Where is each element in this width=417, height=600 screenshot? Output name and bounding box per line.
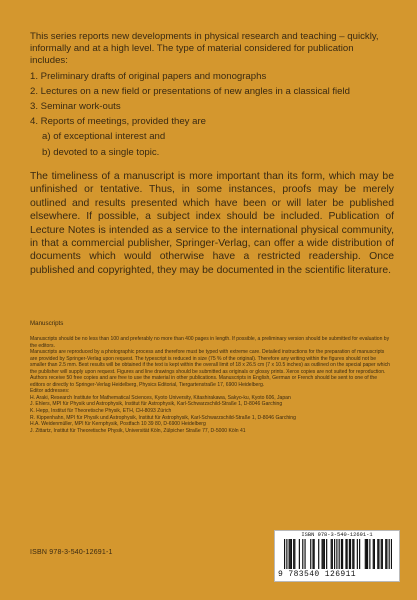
barcode-bar xyxy=(310,539,311,569)
editor-addresses-label: Editor addresses: xyxy=(30,388,70,395)
editor-address: H. Araki, Research Institute for Mathematical Sciences, Kyoto University, Kitashirakawa, Sakyo-ku, Kyoto 606, Japan xyxy=(30,394,291,401)
timeliness-paragraph: The timeliness of a manuscript is more important than its form, which may be unfinished or tentative. Thus, in some instances, proofs may be merely outlined and results presented which have been or will later be published elsewhere. If possible, a subject index should be included. Publication of Lecture Notes is intended as a service to the international physical community, in that a commercial publisher, Springer-Verlag, can offer a wide distribution of documents which would otherwise have a restricted readership. Once published and copyrighted, they may be documented in the scientific literature. xyxy=(30,171,394,276)
barcode-bar xyxy=(381,539,382,569)
isbn-number: ISBN 978-3-540-12691-1 xyxy=(30,549,113,556)
barcode-bar xyxy=(352,539,353,569)
editor-address: J. Zittartz, Institut für Theoretische Physik, Universität Köln, Zülpicher Straße 77, D-5000 Köln 41 xyxy=(30,427,246,434)
barcode-bar xyxy=(326,539,327,569)
barcode-bar xyxy=(324,539,325,569)
barcode-bar xyxy=(378,539,379,569)
barcode-bar xyxy=(385,539,386,569)
barcode-bar xyxy=(318,539,319,569)
barcode-bar xyxy=(293,539,294,569)
barcode-bar xyxy=(349,539,350,569)
barcode-bar xyxy=(299,539,300,569)
barcode-isbn-text: ISBN 978-3-540-12691-1 xyxy=(301,532,373,538)
barcode-bar xyxy=(323,539,324,569)
barcode-bar xyxy=(382,539,383,569)
barcode-bar xyxy=(284,539,285,569)
barcode-bar xyxy=(302,539,303,569)
barcode-bar xyxy=(312,539,313,569)
barcode-bar xyxy=(369,539,370,569)
barcode-bar xyxy=(289,539,290,569)
barcode-bar xyxy=(353,539,354,569)
barcode-bar xyxy=(291,539,292,569)
list-item: 2. Lectures on a new field or presentations of new angles in a classical field xyxy=(30,85,350,97)
barcode-bar xyxy=(290,539,291,569)
barcode-bar xyxy=(339,539,340,569)
intro-lead: This series reports new developments in physical research and teaching – quickly, informally and at a high level. The type of material considered for publication includes: xyxy=(30,31,379,67)
barcode-bar xyxy=(342,539,343,569)
manuscripts-paragraph: Authors receive 50 free copies and are free to use the material in other publications. Manuscripts in English, German or French should be sent to one of the editors or directly to Springer-Verlag Heidelberg, Physics Editorial, Tiergartenstraße 17, 6900 Heidelberg. xyxy=(30,375,378,388)
manuscripts-section xyxy=(30,336,392,434)
barcode-bar xyxy=(389,539,390,569)
barcode-bar xyxy=(366,539,367,569)
material-types-list xyxy=(30,71,392,129)
barcode-bar xyxy=(336,539,337,569)
barcode-bar xyxy=(365,539,366,569)
barcode-bar xyxy=(391,539,392,569)
barcode-bar xyxy=(334,539,335,569)
barcode-digits: 9 783540 126911 xyxy=(278,570,357,579)
editor-address: K. Hepp, Institut für Theoretische Physik, ETH, CH-8093 Zürich xyxy=(30,408,172,415)
series-description xyxy=(30,31,392,162)
list-item: a) of exceptional interest and xyxy=(42,131,166,143)
barcode-bar xyxy=(314,539,315,569)
barcode-bar xyxy=(331,539,332,569)
editor-address: J. Ehlers, MPI für Physik und Astrophysik, Institut für Astrophysik, Karl-Schwarzschild-Straße 1, D-8046 Garching xyxy=(30,401,283,408)
manuscripts-heading: Manuscripts xyxy=(30,320,64,327)
manuscripts-paragraph: Manuscripts are reproduced by a photographic process and therefore must be typed with extreme care. Detailed instructions for the preparation of manuscripts are provided by Springer-Verlag upon request. The typescript is reduced in size (75 % of the original). Therefore any writing within the figures should not be smaller than 2.5 mm. Best results will be obtained if the text is kept within the overall limit of 18 x 26.5 cm (7 x 10.5 inches) as outlined on the special paper which the publisher will supply upon request. Figures and line drawings should be submitted as originals or glossy prints. Xerox copies are not suited for reproduction. xyxy=(30,349,390,375)
list-item: b) devoted to a single topic. xyxy=(42,146,160,158)
barcode-bar xyxy=(386,539,387,569)
barcode-bar xyxy=(345,539,346,569)
meeting-conditions xyxy=(42,131,392,158)
barcode-bar xyxy=(350,539,351,569)
barcode-bar xyxy=(304,539,305,569)
barcode-bar xyxy=(373,539,374,569)
list-item: 4. Reports of meetings, provided they are xyxy=(30,116,206,128)
editor-address: H.A. Weidenmüller, MPI für Kernphysik, Postfach 10 39 80, D-6900 Heidelberg xyxy=(30,421,206,428)
barcode-bar xyxy=(332,539,333,569)
barcode-bar xyxy=(294,539,295,569)
barcode-bar xyxy=(322,539,323,569)
list-item: 3. Seminar work-outs xyxy=(30,101,121,113)
editor-address: R. Kippenhahn, MPI für Physik und Astrophysik, Institut für Astrophysik, Karl-Schwarzschild-Straße 1, D-8046 Garching xyxy=(30,414,296,421)
barcode-bar xyxy=(341,539,342,569)
manuscripts-paragraph: Manuscripts should be no less than 100 and preferably no more than 400 pages in length. If possible, a preliminary version should be submitted for evaluation by the editors. xyxy=(30,336,390,349)
barcode-icon xyxy=(284,539,392,569)
barcode-bar xyxy=(377,539,378,569)
list-item: 1. Preliminary drafts of original papers and monographs xyxy=(30,70,267,82)
barcode-bar xyxy=(357,539,358,569)
barcode-bar xyxy=(286,539,287,569)
barcode-bar xyxy=(367,539,368,569)
barcode-bar xyxy=(347,539,348,569)
barcode-bar xyxy=(359,539,360,569)
barcode-bar xyxy=(374,539,375,569)
barcode-label xyxy=(274,530,400,582)
